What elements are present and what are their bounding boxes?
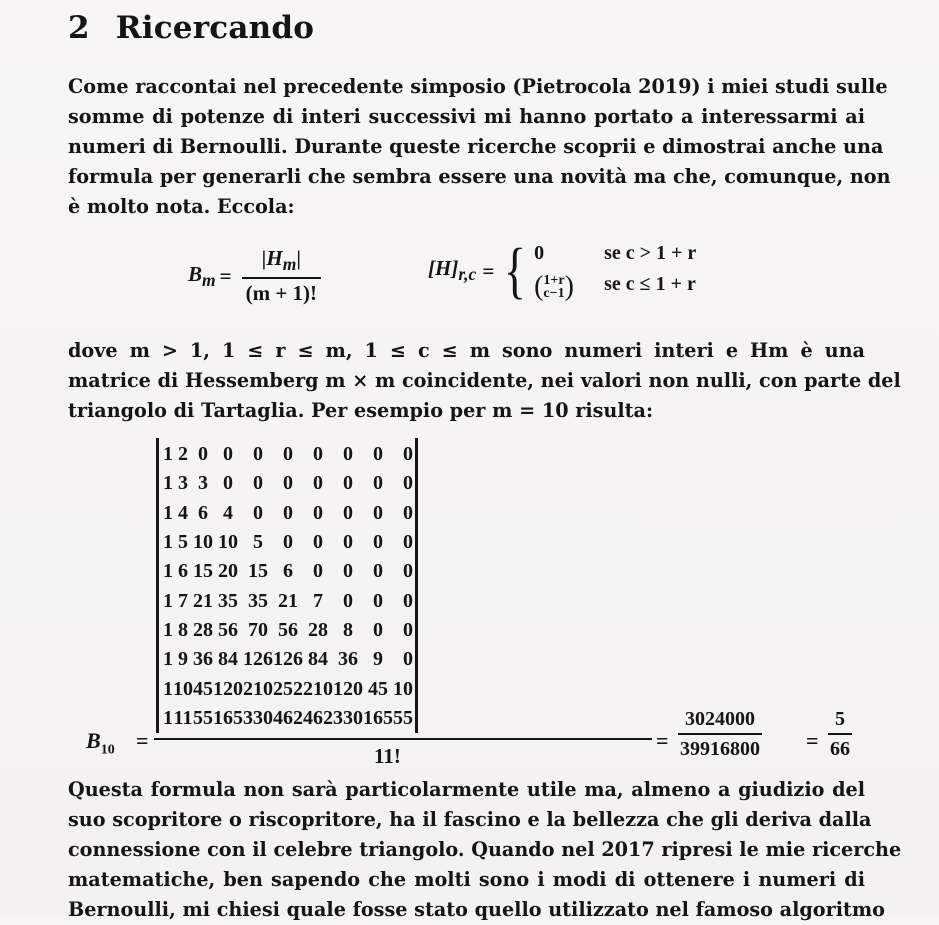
matrix-cell: 4 (223, 501, 233, 524)
matrix-cell: 5 (253, 531, 263, 554)
paren-right: ) (564, 270, 574, 302)
matrix-cell: 0 (343, 560, 353, 583)
bernoulli-formula (188, 246, 327, 306)
example-lhs-subscript: 10 (100, 742, 115, 758)
matrix-row (163, 704, 413, 733)
hessenberg-matrix (156, 438, 418, 733)
matrix-cell: 0 (283, 472, 293, 495)
matrix-cell: 10 (393, 677, 413, 700)
matrix-cell: 55 (393, 706, 413, 729)
matrix-cell: 1 (163, 648, 173, 671)
matrix-cell: 0 (343, 443, 353, 466)
matrix-cell: 10 (173, 677, 193, 700)
matrix-cell: 45 (368, 677, 388, 700)
matrix-cell: 165 (363, 706, 393, 729)
paragraph-line: connessione con il celebre triangolo. Quando nel 2017 ripresi le mie ricerche (68, 838, 902, 861)
simplified-fraction (828, 708, 852, 761)
matrix-cell: 0 (253, 501, 263, 524)
matrix-row (163, 528, 413, 557)
matrix-cell: 0 (223, 443, 233, 466)
matrix-cell: 0 (283, 443, 293, 466)
matrix-cell: 1 (163, 501, 173, 524)
paragraph-line: Come raccontai nel precedente simposio (Pietrocola 2019) i miei studi sulle (68, 75, 888, 98)
matrix-cell: 55 (193, 706, 213, 729)
matrix-cell: 7 (178, 589, 188, 612)
equals-sign: = (656, 728, 669, 753)
matrix-cell: 1 (163, 677, 173, 700)
matrix-cell: 0 (253, 443, 263, 466)
matrix-cell: 0 (253, 472, 263, 495)
factorial-denominator: 11! (374, 744, 401, 768)
matrix-row (163, 469, 413, 498)
matrix-cell: 0 (403, 472, 413, 495)
matrix-cell: 0 (283, 501, 293, 524)
formula-lhs (188, 262, 216, 291)
paragraph-line: suo scopritore o riscopritore, ha il fascino e la bellezza che gli deriva dalla (68, 808, 872, 831)
matrix-cell: 120 (213, 677, 243, 700)
definition-paragraph (68, 336, 901, 426)
matrix-cell: 15 (248, 560, 268, 583)
matrix-cell: 120 (333, 677, 363, 700)
matrix-cell: 0 (403, 618, 413, 641)
matrix-cell: 0 (373, 560, 383, 583)
fraction-bar (154, 738, 652, 740)
matrix-cell: 6 (178, 560, 188, 583)
example-lhs (86, 728, 115, 758)
case-rows (534, 242, 696, 301)
matrix-cell: 10 (193, 531, 213, 554)
matrix-cell: 11 (173, 706, 193, 729)
matrix-cell: 0 (313, 531, 323, 554)
matrix-cell: 0 (343, 501, 353, 524)
fraction-numerator (258, 246, 305, 277)
matrix-cell: 165 (213, 706, 243, 729)
paragraph-line: è molto nota. Eccola: (68, 195, 295, 218)
matrix-cell: 2 (178, 443, 188, 466)
matrix-row (163, 440, 413, 469)
paragraph-line: formula per generarli che sembra essere una novità ma che, comunque, non (68, 165, 891, 188)
case-condition: se c ≤ 1 + r (604, 272, 696, 295)
matrix-cell: 3 (178, 472, 188, 495)
equals-sign: = (482, 258, 495, 283)
matrix-cell: 0 (403, 531, 413, 554)
matrix-cell: 0 (403, 443, 413, 466)
example-lhs-symbol: B (86, 728, 101, 753)
matrix-cell: 1 (163, 472, 173, 495)
matrix-cell: 6 (198, 501, 208, 524)
paragraph-line: numeri di Bernoulli. Durante queste ricerche scoprii e dimostrai anche una (68, 135, 884, 158)
matrix-cell: 1 (163, 531, 173, 554)
matrix-cell: 1 (163, 589, 173, 612)
simplified-denominator: 66 (828, 733, 852, 761)
matrix-cell: 0 (373, 472, 383, 495)
matrix-row (163, 616, 413, 645)
matrix-cell: 36 (338, 648, 358, 671)
binomial-bottom: c−1 (543, 285, 565, 301)
matrix-cell: 0 (373, 618, 383, 641)
matrix-cell: 28 (193, 618, 213, 641)
matrix-entry-symbol: [H] (428, 256, 459, 281)
fraction-denominator: (m + 1)! (242, 277, 321, 306)
matrix-cell: 8 (343, 618, 353, 641)
matrix-row (163, 557, 413, 586)
paragraph-line: matematiche, ben sapendo che molti sono i modi di ottenere i numeri di (68, 868, 865, 891)
matrix-table (163, 440, 413, 733)
result-fraction (678, 708, 762, 761)
matrix-cell: 56 (218, 618, 238, 641)
paragraph-line: dove m > 1, 1 ≤ r ≤ m, 1 ≤ c ≤ m sono numeri interi e Hm è una (68, 339, 865, 362)
matrix-cell: 9 (373, 648, 383, 671)
matrix-cell: 5 (178, 531, 188, 554)
matrix-row (163, 645, 413, 674)
matrix-cell: 1 (163, 706, 173, 729)
matrix-entry (428, 256, 476, 285)
result-numerator: 3024000 (685, 708, 755, 730)
matrix-cell: 4 (178, 501, 188, 524)
matrix-entry-subscript: r,c (458, 264, 477, 285)
matrix-cell: 0 (403, 589, 413, 612)
matrix-cell: 0 (373, 589, 383, 612)
matrix-row (163, 499, 413, 528)
matrix-cell: 0 (313, 560, 323, 583)
left-brace: { (504, 237, 527, 305)
matrix-cell: 126 (243, 648, 273, 671)
matrix-cell: 1 (163, 443, 173, 466)
paragraph-line-cutoff: Bernoulli, mi chiesi quale fosse stato quello utilizzato nel famoso algoritmo (68, 898, 885, 921)
simplified-numerator: 5 (835, 708, 845, 730)
paragraph-line: matrice di Hessemberg m × m coincidente, nei valori non nulli, con parte del (68, 369, 901, 392)
matrix-cell: 252 (273, 677, 303, 700)
matrix-cell: 462 (273, 706, 303, 729)
matrix-cell: 9 (178, 648, 188, 671)
determinant-bar: | (296, 246, 301, 270)
equals-sign: = (219, 263, 232, 288)
matrix-row (163, 586, 413, 615)
matrix-cell: 21 (278, 589, 298, 612)
case-condition: se c > 1 + r (604, 241, 697, 264)
matrix-cell: 126 (273, 648, 303, 671)
intro-paragraph (68, 72, 891, 222)
matrix-row (163, 674, 413, 703)
matrix-cell: 0 (343, 472, 353, 495)
paragraph-line: triangolo di Tartaglia. Per esempio per m = 10 risulta: (68, 399, 654, 422)
result-denominator: 39916800 (678, 733, 762, 761)
matrix-cell: 210 (303, 677, 333, 700)
closing-paragraph (68, 775, 902, 921)
section-number: 2 (68, 10, 90, 46)
section-title: Ricercando (115, 10, 315, 46)
matrix-cell: 0 (223, 472, 233, 495)
matrix-cell: 35 (218, 589, 238, 612)
formula-lhs-subscript: m (202, 269, 216, 290)
equals-sign: = (136, 728, 149, 753)
determinant-subscript: m (282, 254, 297, 275)
matrix-cell: 20 (218, 560, 238, 583)
matrix-cell: 0 (283, 531, 293, 554)
binomial-stack (543, 274, 564, 300)
section-heading (68, 10, 314, 46)
matrix-cell: 21 (193, 589, 213, 612)
matrix-cell: 0 (403, 648, 413, 671)
paragraph-line: Questa formula non sarà particolarmente utile ma, almeno a giudizio del (68, 778, 865, 801)
matrix-cell: 462 (303, 706, 333, 729)
matrix-cell: 330 (243, 706, 273, 729)
paren-left: ( (534, 270, 544, 302)
matrix-cell: 210 (243, 677, 273, 700)
matrix-cell: 70 (248, 618, 268, 641)
matrix-cell: 0 (343, 589, 353, 612)
matrix-cell: 0 (313, 472, 323, 495)
matrix-cell: 0 (373, 443, 383, 466)
matrix-cell: 36 (193, 648, 213, 671)
matrix-cell: 56 (278, 618, 298, 641)
formula-lhs-symbol: B (188, 261, 203, 286)
matrix-cell: 84 (218, 648, 238, 671)
matrix-cell: 3 (198, 472, 208, 495)
matrix-cell: 28 (308, 618, 328, 641)
matrix-cell: 0 (373, 501, 383, 524)
binomial-top: 1+r (543, 272, 565, 288)
matrix-cell: 35 (248, 589, 268, 612)
matrix-cell: 84 (308, 648, 328, 671)
equals-sign: = (806, 728, 819, 753)
matrix-cell: 0 (403, 501, 413, 524)
determinant-symbol: |H (261, 246, 283, 270)
matrix-cell: 7 (313, 589, 323, 612)
matrix-cell: 15 (193, 560, 213, 583)
matrix-cell: 0 (198, 443, 208, 466)
matrix-cell: 45 (193, 677, 213, 700)
matrix-cell: 330 (333, 706, 363, 729)
binomial-coefficient (534, 270, 604, 302)
matrix-cell: 8 (178, 618, 188, 641)
matrix-cell: 0 (403, 560, 413, 583)
paragraph-line: somme di potenze di interi successivi mi hanno portato a interessarmi ai (68, 105, 865, 128)
case-value: 0 (534, 241, 545, 264)
matrix-cell: 0 (313, 501, 323, 524)
matrix-definition (428, 237, 697, 305)
matrix-cell: 6 (283, 560, 293, 583)
formula-fraction (242, 246, 321, 306)
matrix-cell: 0 (373, 531, 383, 554)
matrix-cell: 10 (218, 531, 238, 554)
matrix-cell: 1 (163, 560, 173, 583)
matrix-cell: 1 (163, 618, 173, 641)
matrix-cell: 0 (313, 443, 323, 466)
matrix-cell: 0 (343, 531, 353, 554)
